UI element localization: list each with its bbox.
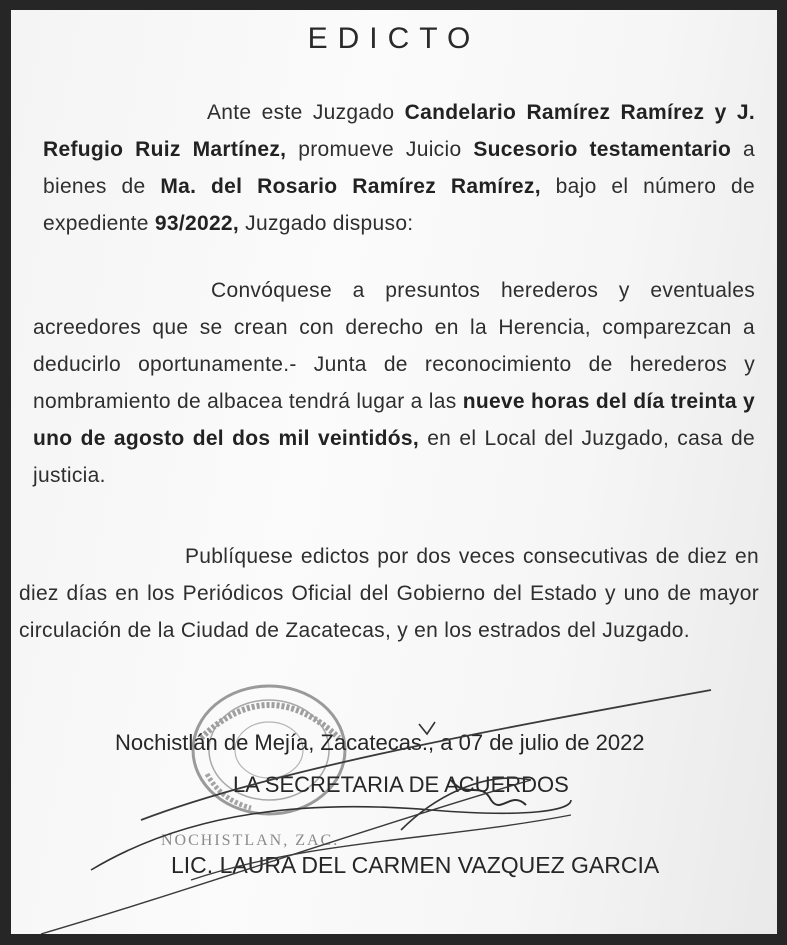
case-number: 93/2022, xyxy=(154,212,240,235)
seal-text: NOCHISTLAN, ZAC. xyxy=(161,832,340,849)
claimants-names: Candelario Ramírez Ramírez y J. Refugio Ruiz Martínez, xyxy=(43,101,755,161)
edict-page xyxy=(11,10,777,934)
trial-type: Sucesorio testamentario xyxy=(473,138,732,161)
paragraph-publication: Publíquese edictos por dos veces consecutivas de diez en diez días en los Periódicos Oficial del Gobierno del Estado y uno de mayor circulación de la Ciudad de Zacatecas, y en los estrados del Juzgado. xyxy=(19,545,759,642)
hearing-date: nueve horas del día treinta y uno de agosto del dos mil veintidós, xyxy=(33,390,755,450)
deceased-name: Ma. del Rosario Ramírez Ramírez, xyxy=(160,175,541,198)
document-title: EDICTO xyxy=(307,22,481,55)
paragraph-intro: Ante este Juzgado Candelario Ramírez Ramírez y J. Refugio Ruiz Martínez, promueve Juicio Sucesorio testamentario a bienes de Ma. del Rosario Ramírez Ramírez, bajo el número de expediente 93/2022, Juzgado dispuso: xyxy=(43,101,755,235)
signer-role: LA SECRETARIA DE ACUERDOS xyxy=(233,772,569,797)
paragraph-summons: Convóquese a presuntos herederos y eventuales acreedores que se crean con derecho en la Herencia, comparezcan a deducirlo oportunamente.- Junta de reconocimiento de herederos y nombramiento de albacea tendrá lugar a las nueve horas del día treinta y uno de agosto del dos mil veintidós, en el Local del Juzgado, casa de justicia. xyxy=(33,279,755,487)
signer-name: LIC. LAURA DEL CARMEN VAZQUEZ GARCIA xyxy=(171,852,660,878)
place-and-date: Nochistlán de Mejía, Zacatecas., a 07 de julio de 2022 xyxy=(115,730,645,755)
